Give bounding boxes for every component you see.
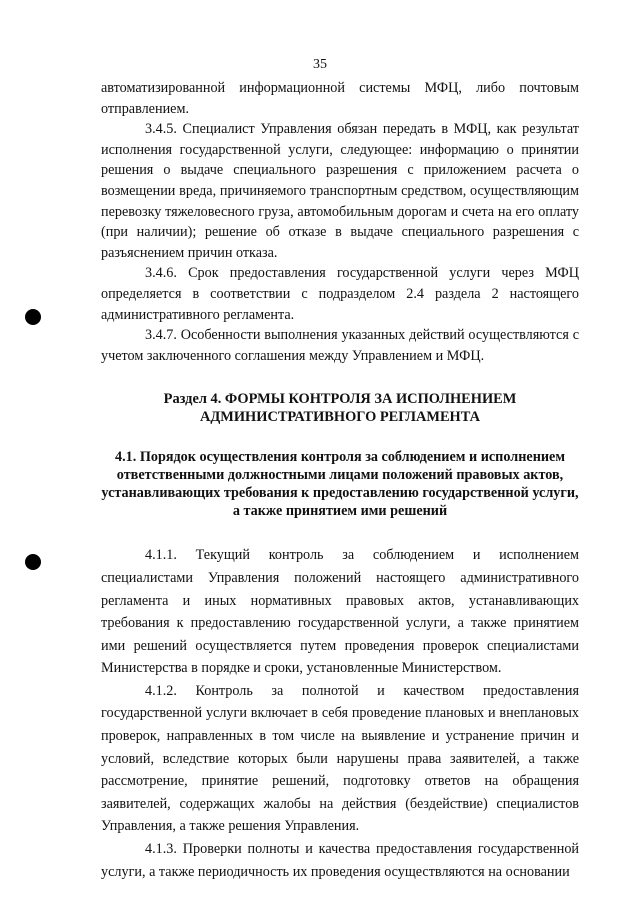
paragraph: 3.4.6. Срок предоставления государственной услуги через МФЦ определяется в соответствии с подразделом 2.4 раздела 2 настоящего административного регламента. [101,265,579,323]
binder-hole-bottom [25,554,41,570]
page-number: 35 [313,57,327,72]
paragraph: автоматизированной информационной системы МФЦ, либо почтовым отправлением. [101,80,579,117]
subsection-heading: 4.1. Порядок осуществления контроля за соблюдением и исполнением ответственными должностными лицами положений правовых актов, устанавливающих требования к предоставлению государственной услуги, а также принятием ими решений [101,449,579,520]
section-heading: Раздел 4. ФОРМЫ КОНТРОЛЯ ЗА ИСПОЛНЕНИЕМ АДМИНИСТРАТИВНОГО РЕГЛАМЕНТА [163,391,517,426]
paragraph: 4.1.2. Контроль за полнотой и качеством предоставления государственной услуги включает в себя проведение плановых и внеплановых проверок, направленных в том числе на выявление и устранение причин и условий, вследствие которых были нарушены права заявителей, а также рассмотрение, принятие решений, подготовку ответов на обращения заявителей, содержащих жалобы на действия (бездействие) специалистов Управления, а также решения Управления. [101,682,579,835]
paragraph: 4.1.1. Текущий контроль за соблюдением и исполнением специалистами Управления положений настоящего административного регламента и иных нормативных правовых актов, устанавливающих требования к предоставлению государственной услуги, а также принятием ими решений осуществляется путем проведения проверок специалистами Министерства в порядке и сроки, установленные Министерством. [101,547,579,677]
document-body [101,78,579,883]
paragraph: 3.4.5. Специалист Управления обязан передать в МФЦ, как результат исполнения государственной услуги, следующее: информацию о принятии решения о выдаче специального разрешения с приложением расчета о возмещении вреда, причиняемого транспортным средством, осуществляющим перевозку тяжеловесного груза, автомобильным дорогам и счета на его оплату (при наличии); решение об отказе в выдаче специального разрешения с разъяснением причин отказа. [101,121,579,261]
paragraph: 4.1.3. Проверки полноты и качества предоставления государственной услуги, а также периодичность их проведения осуществляются на основании [101,841,579,880]
binder-hole-top [25,309,41,325]
paragraph: 3.4.7. Особенности выполнения указанных действий осуществляются с учетом заключенного соглашения между Управлением и МФЦ. [101,327,579,364]
